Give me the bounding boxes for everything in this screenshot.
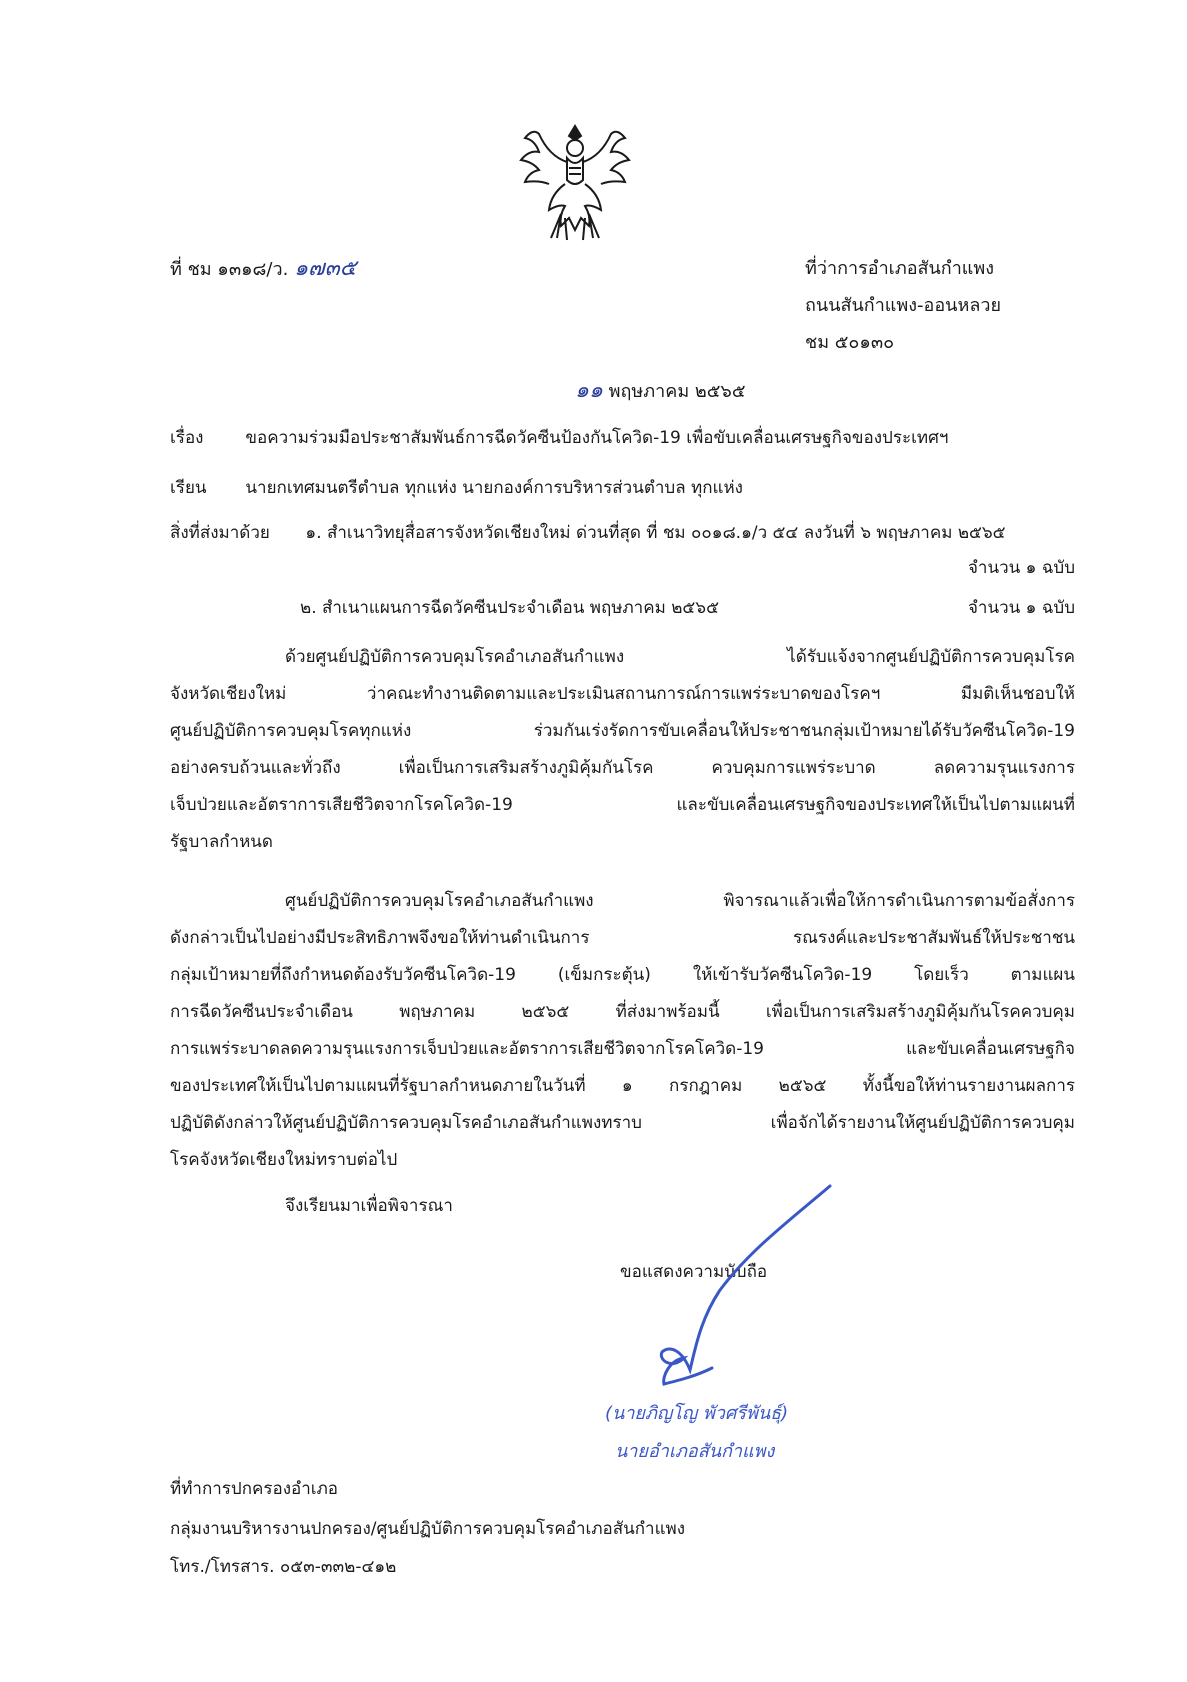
footer-phone: โทร./โทรสาร. ๐๕๓-๓๓๒-๔๑๒ <box>170 1557 397 1577</box>
closing-request: จึงเรียนมาเพื่อพิจารณา <box>285 1196 453 1216</box>
paragraph-1-line: ด้วยศูนย์ปฏิบัติการควบคุมโรคอำเภอสันกำแพง ได้รับแจ้งจากศูนย์ปฏิบัติการควบคุมโรค <box>285 647 1075 667</box>
subject-label: เรื่อง <box>170 428 204 448</box>
subject-line <box>170 424 1075 451</box>
address-line-2: ถนนสันกำแพง-ออนหลวย <box>805 295 1002 316</box>
paragraph-1-line: จังหวัดเชียงใหม่ ว่าคณะทำงานติดตามและประเมินสถานการณ์การแพร่ระบาดของโรคฯ มีมติเห็นชอบให้ <box>170 684 1075 704</box>
recipient-line <box>170 474 1075 501</box>
paragraph-1-line: เจ็บป่วยและอัตราการเสียชีวิตจากโรคโควิด-19 และขับเคลื่อนเศรษฐกิจของประเทศให้เป็นไปตามแผนที่ <box>170 795 1075 815</box>
signatory-name: (นายภิญโญ พัวศรีพันธุ์) <box>605 1403 789 1424</box>
paragraph-2-line: การฉีดวัคซีนประจำเดือน พฤษภาคม ๒๕๖๕ ที่ส่งมาพร้อมนี้ เพื่อเป็นการเสริมสร้างภูมิคุ้มกันโรคควบคุม <box>170 1002 1075 1022</box>
paragraph-2-line: โรคจังหวัดเชียงใหม่ทราบต่อไป <box>170 1150 398 1170</box>
paragraph-2-line: ดังกล่าวเป็นไปอย่างมีประสิทธิภาพจึงขอให้ท่านดำเนินการ รณรงค์และประชาสัมพันธ์ให้ประชาชน <box>170 928 1075 948</box>
date-day-handwritten: ๑๑ <box>575 378 603 403</box>
paragraph-2-line: การแพร่ระบาดลดความรุนแรงการเจ็บป่วยและอัตราการเสียชีวิตจากโรคโควิด-19 และขับเคลื่อนเศรษฐกิจ <box>170 1039 1075 1059</box>
paragraph-2-line: ปฏิบัติดังกล่าวให้ศูนย์ปฏิบัติการควบคุมโรคอำเภอสันกำแพงทราบ เพื่อจักได้รายงานให้ศูนย์ปฏิบัติการควบคุม <box>170 1113 1075 1133</box>
paragraph-2-line: กลุ่มเป้าหมายที่ถึงกำหนดต้องรับวัคซีนโควิด-19 (เข็มกระตุ้น) ให้เข้ารับวัคซีนโควิด-19 โดยเร็ว ตามแผน <box>170 965 1075 985</box>
paragraph-1-line: รัฐบาลกำหนด <box>170 832 273 852</box>
signature-mark <box>600 1180 840 1390</box>
paragraph-2-line: ศูนย์ปฏิบัติการควบคุมโรคอำเภอสันกำแพง พิจารณาแล้วเพื่อให้การดำเนินการตามข้อสั่งการ <box>285 891 1075 911</box>
paragraph-1-line: อย่างครบถ้วนและทั่วถึง เพื่อเป็นการเสริมสร้างภูมิคุ้มกันโรค ควบคุมการแพร่ระบาด ลดความรุนแรงการ <box>170 758 1075 778</box>
reference-number <box>170 250 356 285</box>
enclosure-item-1-count: จำนวน ๑ ฉบับ <box>967 558 1075 578</box>
closing-salutation: ขอแสดงความนับถือ <box>620 1262 768 1282</box>
reference-number-handwritten: ๑๗๓๕ <box>294 256 357 281</box>
garuda-emblem-icon <box>515 118 635 248</box>
date-month-year: พฤษภาคม ๒๕๖๕ <box>608 381 746 402</box>
enclosure-item-1 <box>170 519 1075 546</box>
paragraph-2-line: ของประเทศให้เป็นไปตามแผนที่รัฐบาลกำหนดภายในวันที่ ๑ กรกฎาคม ๒๕๖๕ ทั้งนี้ขอให้ท่านรายงานผลการ <box>170 1076 1075 1096</box>
footer-department: กลุ่มงานบริหารงานปกครอง/ศูนย์ปฏิบัติการควบคุมโรคอำเภอสันกำแพง <box>170 1519 686 1539</box>
subject-text: ขอความร่วมมือประชาสัมพันธ์การฉีดวัคซีนป้องกันโควิด-19 เพื่อขับเคลื่อนเศรษฐกิจของประเทศฯ <box>245 428 949 448</box>
paragraph-1-line: ศูนย์ปฏิบัติการควบคุมโรคทุกแห่ง ร่วมกันเร่งรัดการขับเคลื่อนให้ประชาชนกลุ่มเป้าหมายได้รับวัคซีนโควิด-19 <box>170 721 1075 741</box>
enclosures-label: สิ่งที่ส่งมาด้วย <box>170 523 270 543</box>
letter-date <box>575 372 745 407</box>
address-line-1: ที่ว่าการอำเภอสันกำแพง <box>805 258 995 279</box>
address-line-3: ชม ๕๐๑๓๐ <box>805 332 895 353</box>
recipient-label: เรียน <box>170 478 207 498</box>
recipient-text: นายกเทศมนตรีตำบล ทุกแห่ง นายกองค์การบริหารส่วนตำบล ทุกแห่ง <box>245 478 743 498</box>
enclosure-item-2-text: ๒. สำเนาแผนการฉีดวัคซีนประจำเดือน พฤษภาคม ๒๕๖๕ <box>300 598 719 618</box>
signatory-position: นายอำเภอสันกำแพง <box>615 1441 775 1462</box>
enclosure-item-2-count: จำนวน ๑ ฉบับ <box>967 598 1075 618</box>
footer-office: ที่ทำการปกครองอำเภอ <box>170 1479 339 1499</box>
reference-prefix: ที่ ชม ๑๓๑๘/ว. <box>170 259 289 280</box>
enclosure-item-1-text: ๑. สำเนาวิทยุสื่อสารจังหวัดเชียงใหม่ ด่วนที่สุด ที่ ชม ๐๐๑๘.๑/ว ๕๔ ลงวันที่ ๖ พฤษภาคม ๒๕๖๕ <box>305 523 1006 543</box>
